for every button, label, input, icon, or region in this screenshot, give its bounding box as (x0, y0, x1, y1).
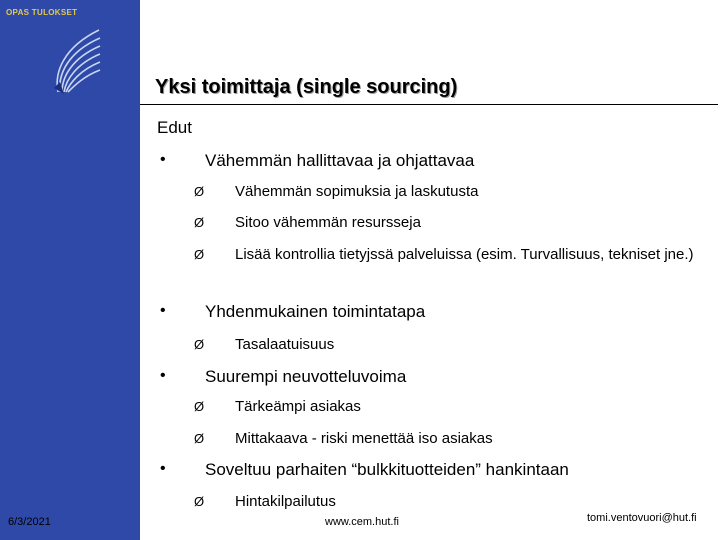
arrow-bullet-icon: Ø (194, 184, 205, 199)
sub-item: Sitoo vähemmän resursseja (235, 214, 421, 231)
bullet-icon: • (160, 460, 166, 477)
title-divider (140, 104, 718, 105)
brand-text: OPAS TULOKSET (6, 8, 78, 17)
bullet-label: Suurempi neuvotteluvoima (205, 367, 407, 386)
bullet-icon: • (160, 302, 166, 319)
arrow-bullet-icon: Ø (194, 337, 205, 352)
footer-email: tomi.ventovuori@hut.fi (587, 512, 697, 524)
sub-item: Tärkeämpi asiakas (235, 398, 361, 415)
arrow-bullet-icon: Ø (194, 431, 205, 446)
sub-item: Tasalaatuisuus (235, 336, 335, 353)
sub-item: Lisää kontrollia tietyjssä palveluissa (esim. Turvallisuus, tekniset jne.) (235, 246, 694, 263)
bullet-label: Vähemmän hallittavaa ja ohjattavaa (205, 151, 475, 170)
bullet-icon: • (160, 151, 166, 168)
sub-item: Hintakilpailutus (235, 493, 336, 510)
bullet-label: Yhdenmukainen toimintatapa (205, 302, 426, 321)
logo-icon (44, 22, 104, 94)
arrow-bullet-icon: Ø (194, 215, 205, 230)
footer-url: www.cem.hut.fi (325, 516, 399, 528)
bullet-icon: • (160, 367, 166, 384)
arrow-bullet-icon: Ø (194, 247, 205, 262)
arrow-bullet-icon: Ø (194, 494, 205, 509)
section-heading: Edut (157, 118, 192, 137)
slide-date: 6/3/2021 (8, 516, 51, 528)
sub-item: Mittakaava - riski menettää iso asiakas (235, 430, 493, 447)
sub-item: Vähemmän sopimuksia ja laskutusta (235, 183, 479, 200)
slide-title: Yksi toimittaja (single sourcing) (155, 76, 458, 98)
arrow-bullet-icon: Ø (194, 399, 205, 414)
sidebar (0, 0, 140, 540)
bullet-label: Soveltuu parhaiten “bulkkituotteiden” hankintaan (205, 460, 569, 479)
